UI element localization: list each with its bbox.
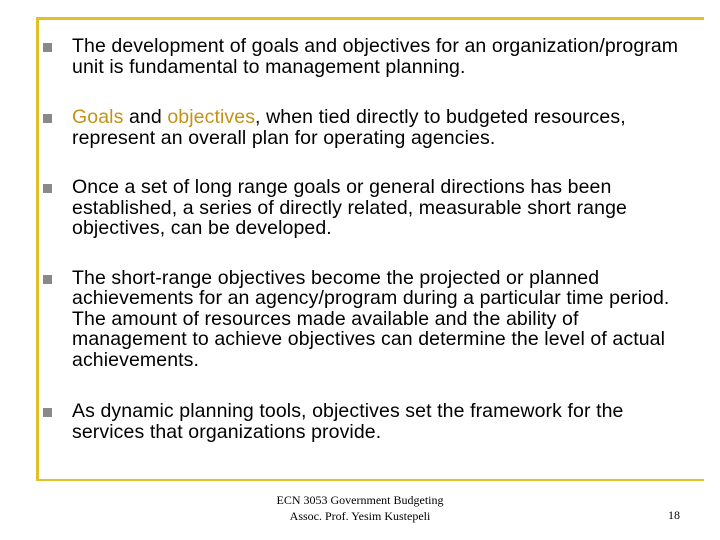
bullet-text: The development of goals and objectives for an organization/program unit is fundamental to management planning. [72, 35, 679, 78]
bullet-item [40, 268, 680, 371]
footer-author: Assoc. Prof. Yesim Kustepeli [289, 509, 431, 523]
frame-bottom-line [36, 479, 704, 481]
square-bullet-icon [43, 184, 52, 193]
square-bullet-icon [43, 43, 52, 52]
bullet-text: The short-range objectives become the projected or planned achievements for an agency/program during a particular time period. The amount of resources made available and the ability of management to achieve objectives can determine the level of actual achievements. [72, 266, 670, 371]
square-bullet-icon [43, 275, 52, 284]
highlight-word-goals: Goals [72, 106, 124, 128]
page-number: 18 [668, 508, 680, 522]
footer-course-title: ECN 3053 Government Budgeting [276, 493, 444, 507]
bullet-list [40, 36, 680, 442]
bullet-item [40, 177, 680, 239]
highlight-word-objectives: objectives [167, 106, 256, 128]
frame-left-line [36, 17, 39, 479]
bullet-text-part: and [123, 106, 168, 128]
bullet-text: As dynamic planning tools, objectives set the framework for the services that organizations provide. [72, 400, 624, 443]
frame-top-line [36, 17, 704, 20]
slide-footer [240, 492, 480, 524]
bullet-item [40, 401, 680, 442]
square-bullet-icon [43, 114, 52, 123]
bullet-text [72, 106, 626, 149]
bullet-item [40, 107, 680, 148]
bullet-text: Once a set of long range goals or general directions has been established, a series of directly related, measurable short range objectives, can be developed. [72, 176, 627, 239]
bullet-text-part: , when tied directly to budgeted resources, represent an overall plan for operating agencies. [72, 106, 626, 149]
bullet-item [40, 36, 680, 77]
square-bullet-icon [43, 408, 52, 417]
